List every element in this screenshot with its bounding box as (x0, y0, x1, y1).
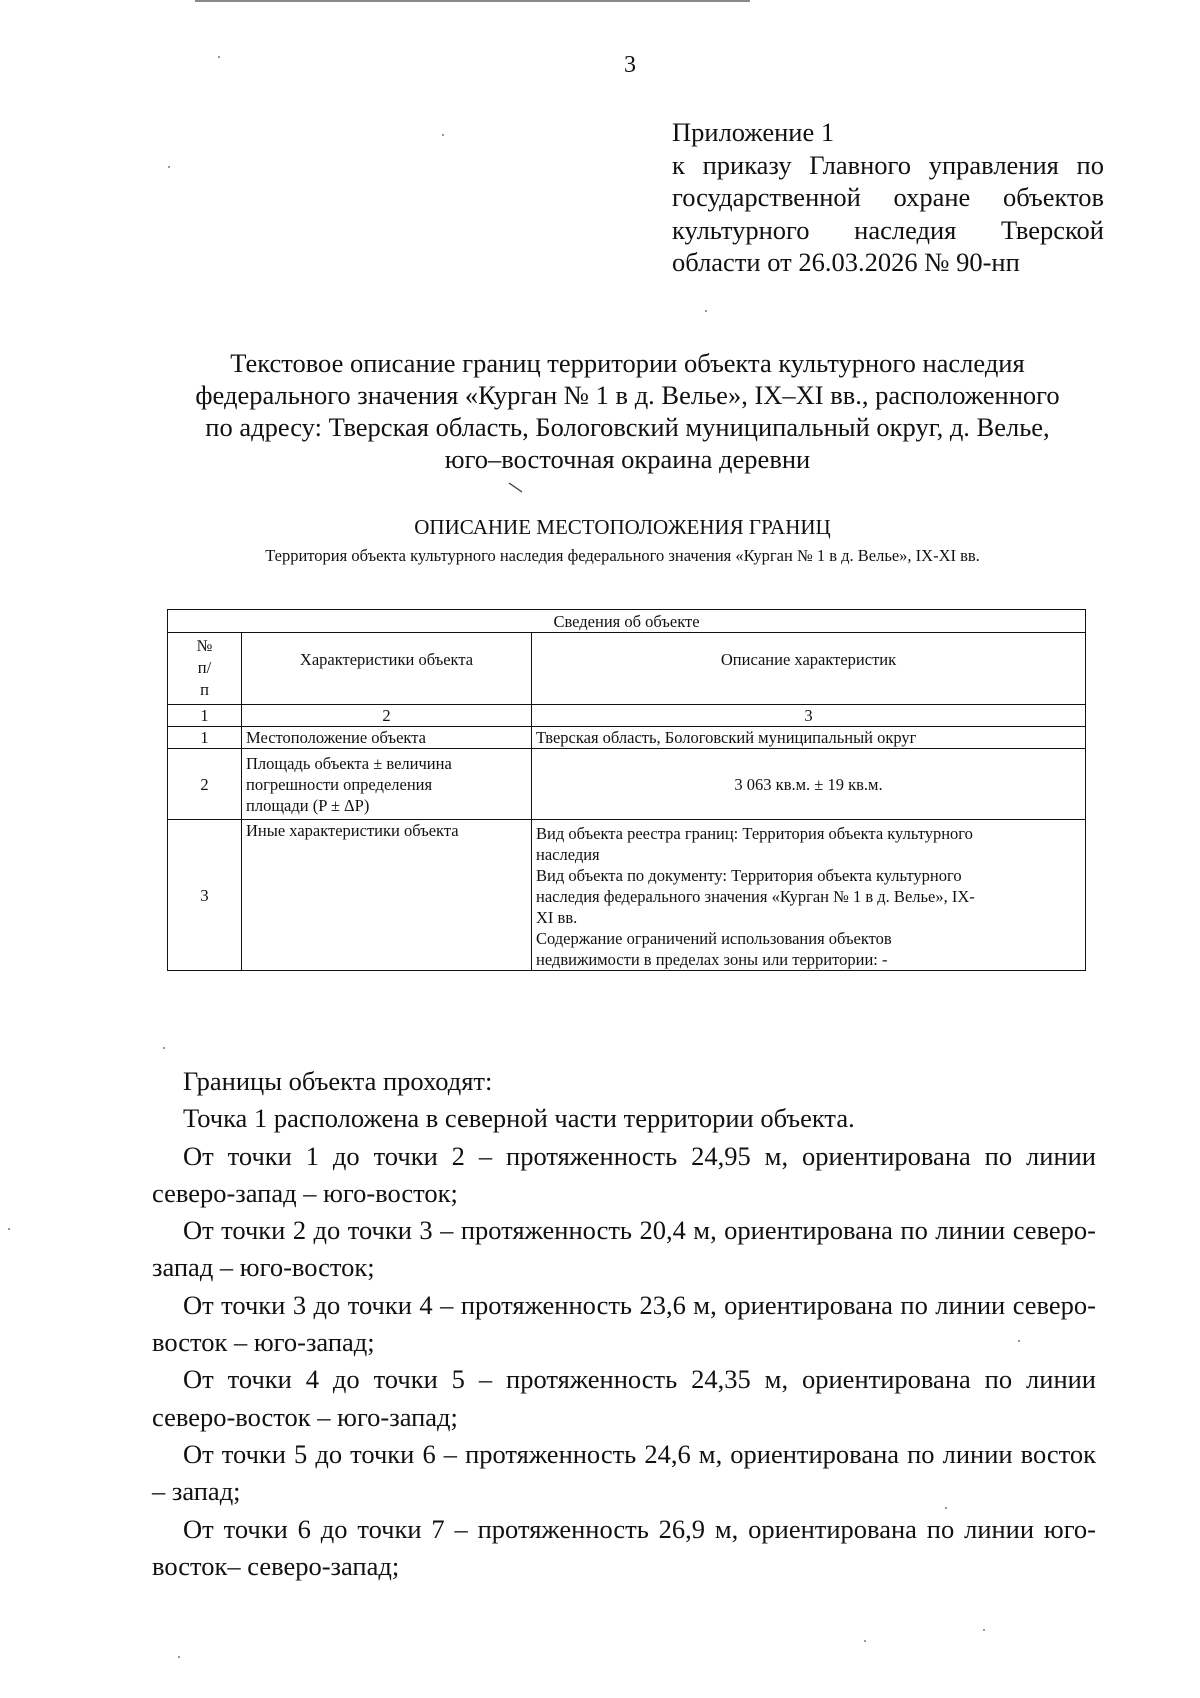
description-heading: ОПИСАНИЕ МЕСТОПОЛОЖЕНИЯ ГРАНИЦ (414, 515, 831, 539)
characteristic-line: погрешности определения (246, 774, 433, 794)
boundary-paragraph: От точки 3 до точки 4 – протяженность 23,6 м, ориентирована по линии северо-восток – юго-запад; (152, 1289, 1096, 1358)
title-line: по адресу: Тверская область, Бологовский муниципальный округ, д. Велье, (205, 412, 1050, 442)
table-row (168, 820, 1086, 971)
description-line: Тверская область, Бологовский муниципальный округ (536, 728, 917, 747)
title-line: юго–восточная окраина деревни (444, 444, 811, 474)
table-row (168, 727, 1086, 749)
scan-speck (442, 134, 444, 136)
index-cell: 3 (532, 705, 1086, 727)
header-description: Описание характеристик (532, 633, 1086, 705)
description-line: Вид объекта реестра границ: Территория объекта культурного (536, 824, 973, 843)
scan-speck (168, 166, 170, 168)
description-line: XI вв. (536, 908, 578, 927)
row-number: 2 (168, 749, 242, 820)
row-number: 3 (168, 820, 242, 971)
boundary-paragraph: От точки 6 до точки 7 – протяженность 26,9 м, ориентирована по линии юго-восток– северо-запад; (152, 1513, 1096, 1581)
appendix-title: Приложение 1 (672, 117, 835, 147)
header-number-line: п (200, 680, 209, 699)
row-description (532, 749, 1086, 820)
row-characteristic (242, 749, 532, 820)
description-line: наследия (536, 845, 600, 864)
index-cell: 2 (242, 705, 532, 727)
appendix-block (672, 116, 1104, 279)
description-line: недвижимости в пределах зоны или территории: - (536, 950, 888, 969)
boundary-paragraph: Границы объекта проходят: (183, 1066, 493, 1096)
table-caption: Сведения об объекте (168, 610, 1086, 633)
scan-speck (163, 1047, 165, 1049)
table-caption-row (168, 610, 1086, 633)
scan-speck (8, 1228, 10, 1230)
scan-speck (864, 1640, 866, 1642)
scan-edge-line (195, 0, 750, 2)
description-line: наследия федерального значения «Курган № 1 в д. Велье», IX- (536, 887, 975, 906)
scan-speck (983, 1629, 985, 1631)
boundary-paragraph: От точки 2 до точки 3 – протяженность 20,4 м, ориентирована по линии северо-запад – юго-восток; (152, 1215, 1096, 1283)
row-number: 1 (168, 727, 242, 749)
boundary-paragraph: От точки 5 до точки 6 – протяженность 24,6 м, ориентирована по линии восток – запад; (152, 1438, 1096, 1507)
object-info-table (167, 609, 1086, 971)
header-number-line: п/ (197, 658, 212, 677)
boundary-paragraph: От точки 4 до точки 5 – протяженность 24,35 м, ориентирована по линии северо-восток – юго-запад; (152, 1364, 1096, 1432)
scan-speck (178, 1656, 180, 1658)
title-line: Текстовое описание границ территории объекта культурного наследия (230, 348, 1025, 378)
scan-speck (705, 310, 707, 312)
title-line: федерального значения «Курган № 1 в д. Велье», IX–XI вв., расположенного (195, 380, 1060, 410)
stray-pen-mark (508, 482, 524, 494)
table-index-row (168, 705, 1086, 727)
description-line: 3 063 кв.м. ± 19 кв.м. (734, 774, 883, 794)
description-line: Вид объекта по документу: Территория объекта культурного (536, 866, 962, 885)
document-title (150, 347, 1105, 475)
page-number: 3 (624, 52, 636, 78)
row-characteristic: Местоположение объекта (242, 727, 532, 749)
characteristic-line: площади (P ± ΔP) (246, 795, 370, 815)
boundary-paragraph: Точка 1 расположена в северной части территории объекта. (183, 1103, 855, 1134)
boundary-paragraph: От точки 1 до точки 2 – протяженность 24,95 м, ориентирована по линии северо-запад – юго-восток; (152, 1140, 1096, 1208)
row-description (532, 727, 1086, 749)
header-number-line: № (196, 636, 213, 655)
description-line: Содержание ограничений использования объектов (536, 929, 892, 948)
index-cell: 1 (168, 705, 242, 727)
table-row (168, 749, 1086, 820)
appendix-body: к приказу Главного управления по государственной охране объектов культурного наследия Тверской области от 26.03.2026 № 90-нп (672, 149, 1104, 277)
boundaries-text (152, 1063, 1096, 1585)
row-characteristic: Иные характеристики объекта (242, 820, 532, 971)
description-subtitle: Территория объекта культурного наследия федерального значения «Курган № 1 в д. Велье», IX-XI вв. (265, 546, 980, 565)
characteristic-line: Площадь объекта ± величина (246, 753, 452, 773)
header-number-cell (168, 633, 242, 705)
table-header-row (168, 633, 1086, 705)
header-characteristics: Характеристики объекта (242, 633, 532, 705)
row-description (532, 820, 1086, 971)
